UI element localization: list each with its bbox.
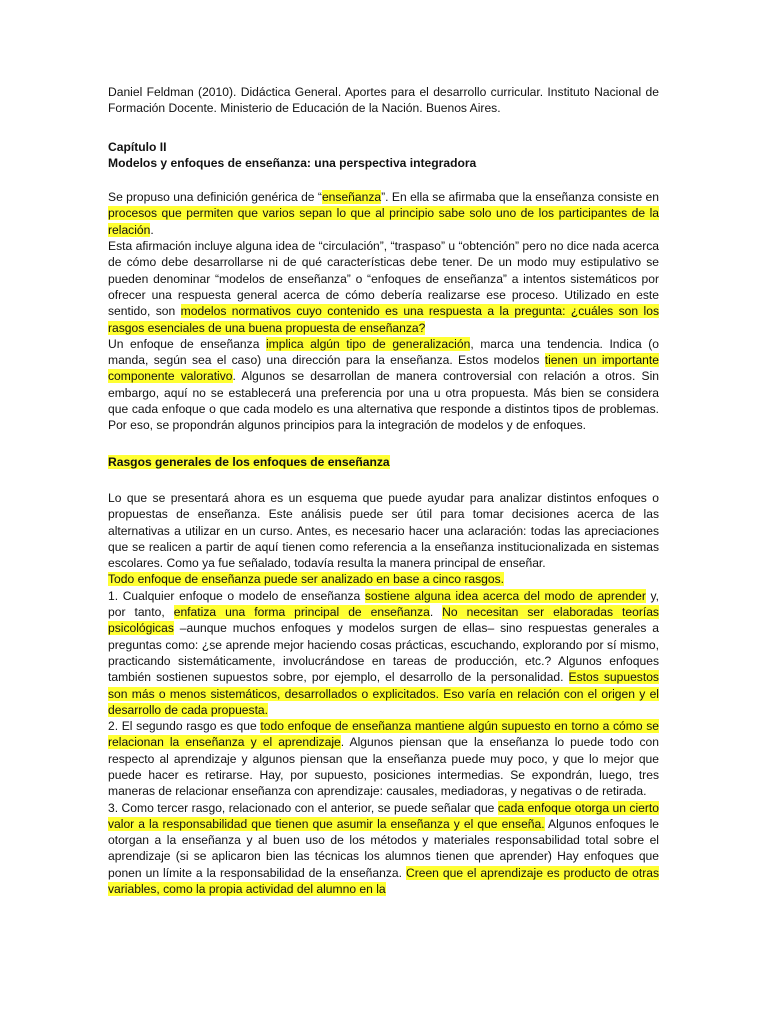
paragraph-cinco-rasgos bbox=[108, 571, 659, 587]
text-run: Se propuso una definición genérica de “ bbox=[108, 190, 322, 205]
paragraph-enfoque bbox=[108, 336, 659, 434]
highlight: todo enfoque de enseñanza mantiene algún supuesto en torno a cómo se relacionan la enseñanza y el aprendizaje bbox=[108, 719, 660, 750]
list-item-2 bbox=[108, 718, 659, 799]
highlight: enseñanza bbox=[321, 190, 382, 205]
highlight: Todo enfoque de enseñanza puede ser analizado en base a cinco rasgos. bbox=[108, 572, 505, 587]
chapter-number: Capítulo II bbox=[108, 139, 167, 154]
text-run: y, por tanto, bbox=[108, 588, 659, 620]
highlight: implica algún tipo de generalización bbox=[265, 336, 471, 351]
highlight: Rasgos generales de los enfoques de enseñanza bbox=[108, 454, 390, 469]
text-run: 3. Como tercer rasgo, relacionado con el anterior, se puede señalar que bbox=[108, 800, 498, 815]
text-run: . bbox=[150, 222, 154, 237]
text-run: –aunque muchos enfoques y modelos surgen de ellas– sino respuestas generales a preguntas como: ¿se aprende mejor haciendo cosas prácticas, escuchando, explorando por sí mismo, practicando sistemáticamente, involucrándose en tareas de producción, etc.? Algunos enfoques también sostienen supuestos sobre, por ejemplo, el desarrollo de la personalidad. bbox=[108, 621, 659, 685]
highlight: No necesitan ser elaboradas teorías psicológicas bbox=[108, 605, 659, 636]
text-run: 1. Cualquier enfoque o modelo de enseñanza bbox=[108, 588, 365, 603]
text-run: Un enfoque de enseñanza bbox=[108, 336, 266, 351]
document-page bbox=[108, 84, 659, 897]
highlight: modelos normativos cuyo contenido es una respuesta a la pregunta: ¿cuáles son los rasgos esenciales de una buena propuesta de enseñanza? bbox=[108, 304, 659, 335]
highlight: enfatiza una forma principal de enseñanza bbox=[173, 605, 430, 620]
text-run: ”. En ella se afirmaba que la enseñanza consiste en bbox=[381, 190, 660, 205]
highlight: sostiene alguna idea acerca del modo de aprender bbox=[364, 588, 646, 603]
text-run: 2. El segundo rasgo es que bbox=[108, 719, 261, 734]
citation: Daniel Feldman (2010). Didáctica General. Aportes para el desarrollo curricular. Instituto Nacional de Formación Docente. Ministerio de Educación de la Nación. Buenos Aires. bbox=[108, 85, 659, 116]
paragraph-affirmation bbox=[108, 238, 659, 336]
text-run: . Algunos se desarrollan de manera controversial con relación a otros. Sin embargo, aquí no se establecerá una preferencia por una u otra propuesta. Más bien se considera que cada enfoque o que cada modelo es una alternativa que responde a distintos tipos de problemas. Por eso, se propondrán algunos principios para la integración de modelos y de enfoques. bbox=[108, 369, 660, 433]
paragraph-definition bbox=[108, 189, 659, 238]
section-heading bbox=[108, 454, 659, 470]
text-run: , marca una tendencia. Indica (o manda, según sea el caso) una dirección para la enseñanza. Estos modelos bbox=[108, 336, 660, 368]
chapter-title: Modelos y enfoques de enseñanza: una perspectiva integradora bbox=[108, 155, 477, 170]
highlight: tienen un importante componente valorativo bbox=[108, 353, 659, 384]
text-run: . Algunos piensan que la enseñanza lo puede todo con respecto al aprendizaje y algunos piensan que la enseñanza puede muy poco, y que lo mejor que puede hacer es retirarse. Hay, por supuesto, posiciones intermedias. Se expondrán, luego, tres maneras de relacionar enseñanza con aprendizaje: causales, mediadoras, y negativas o de retirada. bbox=[108, 735, 659, 799]
highlight: Estos supuestos son más o menos sistemáticos, desarrollados o explicitados. Eso varía en relación con el origen y el desarrollo de cada propuesta. bbox=[108, 670, 659, 717]
text-run: Algunos enfoques le otorgan a la enseñanza y al buen uso de los métodos y materiales responsabilidad total sobre el aprendizaje (si se aplicaron bien las técnicas los alumnos tienen que aprender) Hay enfoques que ponen un límite a la responsabilidad de la enseñanza. bbox=[108, 816, 659, 880]
highlight: cada enfoque otorga un cierto valor a la responsabilidad que tienen que asumir la enseñanza y el que enseña. bbox=[108, 800, 660, 831]
text-run: Esta afirmación incluye alguna idea de “circulación”, “traspaso” u “obtención” pero no dice nada acerca de cómo debe desarrollarse ni de qué características debe tener. De un modo muy estipulativo se pueden denominar “modelos de enseñanza” o “enfoques de enseñanza” a intentos sistemáticos por ofrecer una respuesta general acerca de cómo debería realizarse ese proceso. Utilizado en este sentido, son bbox=[108, 239, 659, 319]
highlight: Creen que el aprendizaje es producto de otras variables, como la propia actividad del alumno en la bbox=[108, 865, 659, 897]
paragraph-esquema: Lo que se presentará ahora es un esquema que puede ayudar para analizar distintos enfoques o propuestas de enseñanza. Este análisis puede ser útil para tomar decisiones acerca de las alternativas a utilizar en un curso. Antes, es necesario hacer una aclaración: todas las apreciaciones que se realicen a partir de aquí tienen como referencia a la enseñanza institucionalizada en sistemas escolares. Como ya fue señalado, todavía resulta la manera principal de enseñar. bbox=[108, 490, 659, 571]
list-item-3 bbox=[108, 800, 659, 898]
highlight: procesos que permiten que varios sepan lo que al principio sabe solo uno de los participantes de la relación bbox=[108, 206, 659, 237]
list-item-1 bbox=[108, 588, 659, 718]
text-run: . bbox=[429, 605, 443, 620]
